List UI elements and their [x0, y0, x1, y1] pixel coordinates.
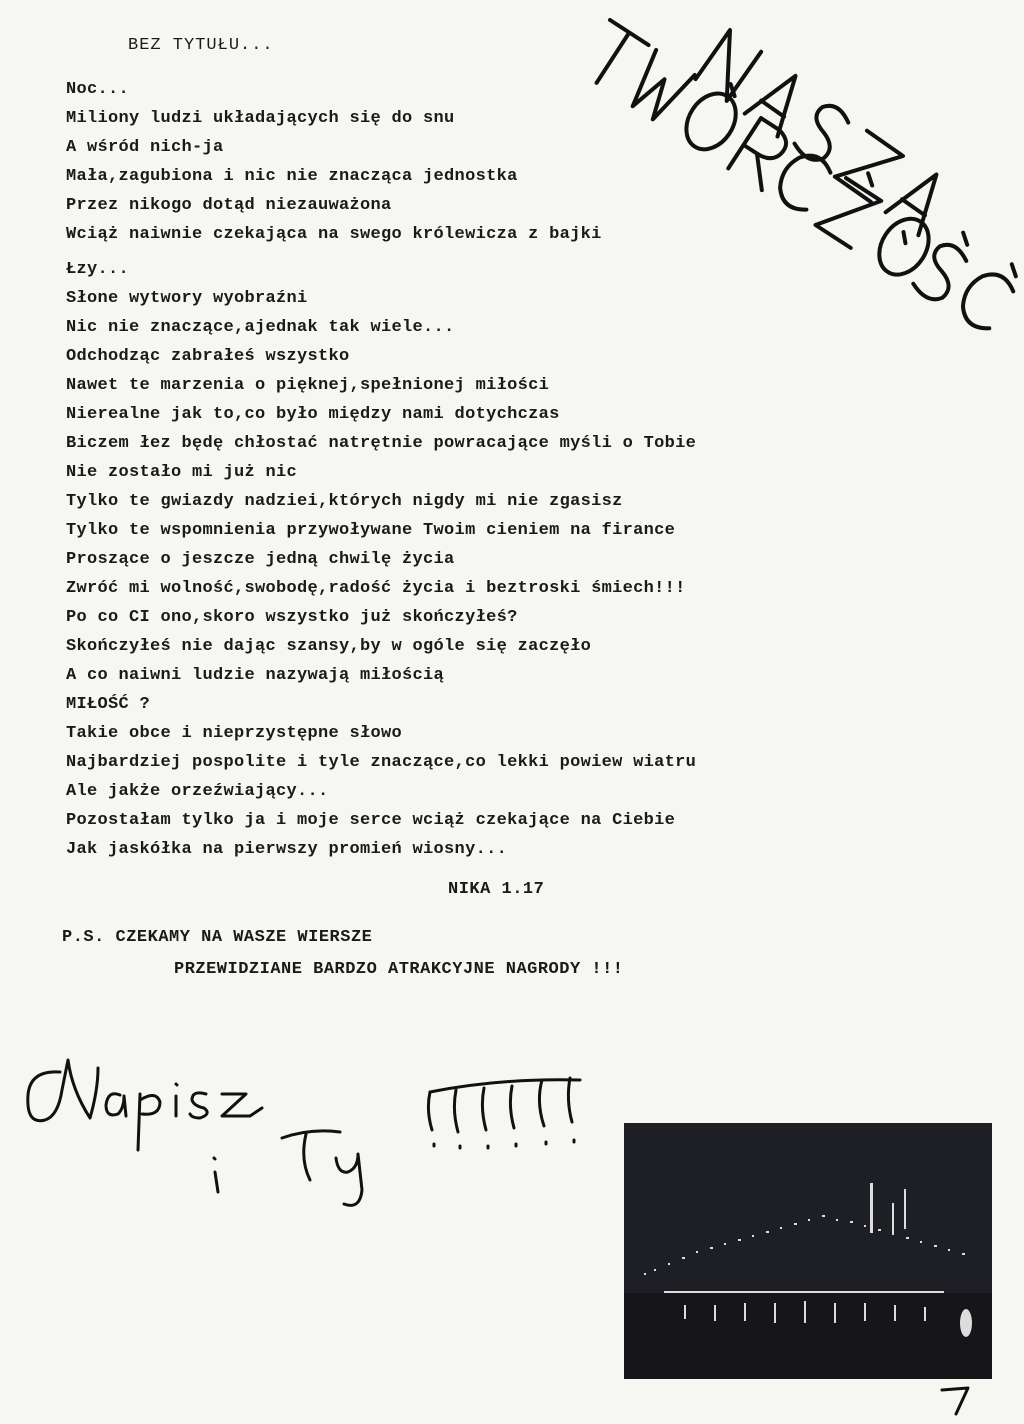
poem-line: Słone wytwory wyobraźni: [66, 289, 308, 308]
poem-signature: NIKA 1.17: [448, 880, 545, 899]
night-city-photo: [624, 1123, 992, 1379]
poem-line: Mała,zagubiona i nic nie znacząca jednostka: [66, 167, 518, 186]
page-number-mark: [936, 1382, 976, 1416]
poem-line: Tylko te wspomnienia przywoływane Twoim cieniem na firance: [66, 521, 676, 540]
poem-line: MIŁOŚĆ ?: [66, 695, 151, 714]
poem-line: Takie obce i nieprzystępne słowo: [66, 724, 403, 743]
poem-line: Nierealne jak to,co było między nami dotychczas: [66, 405, 560, 424]
poem-line: Po co CI ono,skoro wszystko już skończyłeś?: [66, 608, 518, 627]
poem-line: Noc...: [66, 80, 130, 99]
poem-line: Proszące o jeszcze jedną chwilę życia: [66, 550, 455, 569]
poem-line: Miliony ludzi układających się do snu: [66, 109, 455, 128]
poem-line: Wciąż naiwnie czekająca na swego królewicza z bajki: [66, 225, 602, 244]
postscript-line-2: PRZEWIDZIANE BARDZO ATRAKCYJNE NAGRODY !!!: [174, 960, 624, 979]
poem-line: Jak jaskółka na pierwszy promień wiosny...: [66, 840, 508, 859]
poem-line: Nie zostało mi już nic: [66, 463, 298, 482]
poem-title: BEZ TYTUŁU...: [128, 36, 274, 55]
poem-line: Ale jakże orzeźwiający...: [66, 782, 329, 801]
handwritten-note: [0, 1050, 620, 1230]
poem-line: Skończyłeś nie dając szansy,by w ogóle się zaczęło: [66, 637, 592, 656]
poem-line: Nawet te marzenia o pięknej,spełnionej miłości: [66, 376, 550, 395]
poem-line: Odchodząc zabrałeś wszystko: [66, 347, 350, 366]
poem-line: Przez nikogo dotąd niezauważona: [66, 196, 392, 215]
postscript-line-1: P.S. CZEKAMY NA WASZE WIERSZE: [62, 928, 373, 947]
poem-line: A co naiwni ludzie nazywają miłością: [66, 666, 445, 685]
poem-body: [66, 75, 856, 864]
poem-line: Nic nie znaczące,ajednak tak wiele...: [66, 318, 455, 337]
poem-line: Tylko te gwiazdy nadziei,których nigdy mi nie zgasisz: [66, 492, 623, 511]
poem-line: Najbardziej pospolite i tyle znaczące,co lekki powiew wiatru: [66, 753, 697, 772]
poem-line: Pozostałam tylko ja i moje serce wciąż czekające na Ciebie: [66, 811, 676, 830]
poem-line: Biczem łez będę chłostać natrętnie powracające myśli o Tobie: [66, 434, 697, 453]
poem-line: Zwróć mi wolność,swobodę,radość życia i beztroski śmiech!!!: [66, 579, 686, 598]
poem-line: Łzy...: [66, 260, 130, 279]
poem-line: A wśród nich-ja: [66, 138, 224, 157]
